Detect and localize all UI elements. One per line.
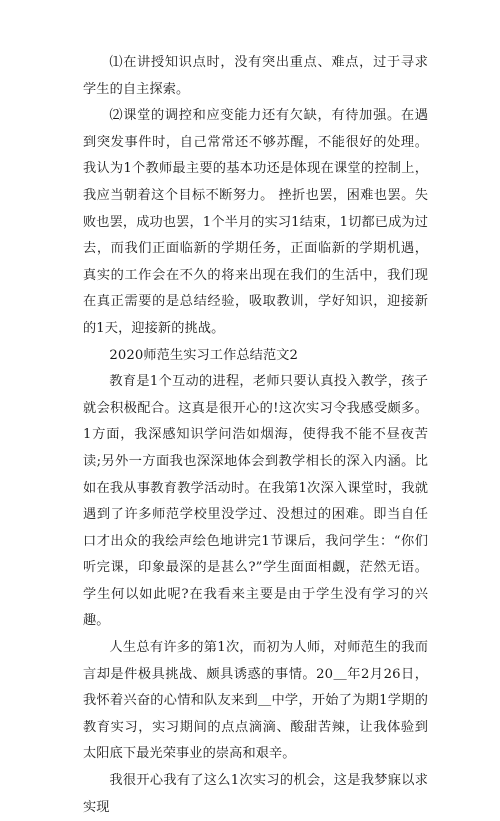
paragraph-internship-opportunity: 我很开心我有了这么1次实习的机会，这是我梦寐以求实现 <box>83 773 428 815</box>
paragraph-teaching-interaction: 教育是1个互动的进程，老师只要认真投入教学，孩子就会积极配合。这真是很开心的!这次实习令我感受颇多。1方面，我深感知识学问浩如烟海，使得我不能不昼夜苦读;另外一方面我也深深地体会到教学相长的深入内涵。比如在我从事教育教学活动时。在我第1次深入课堂时，我就遇到了许多师范学校里没学过、没想过的困难。即当自任口才出众的我绘声绘色地讲完1节课后，我问学生：“你们听完课，印象最深的是甚么?”学生面面相觑，茫然无语。学生何以如此呢?在我看来主要是由于学生没有学习的兴趣。 <box>83 374 428 629</box>
paragraph-first-time-teacher: 人生总有许多的第1次，而初为人师，对师范生的我而言却是件极具挑战、颇具诱惑的事情。20＿年2月26日，我怀着兴奋的心情和队友来到＿中学，开始了为期1学期的教育实习，实习期间的点点滴滴、酸甜苦辣，让我体验到太阳底下最光荣事业的崇高和艰辛。 <box>83 640 428 762</box>
document-body <box>83 50 428 821</box>
paragraph-point-1: ⑴在讲授知识点时，没有突出重点、难点，过于寻求学生的自主探索。 <box>83 55 428 97</box>
section-title: 2020师范生实习工作总结范文2 <box>109 347 299 363</box>
paragraph-point-2: ⑵课堂的调控和应变能力还有欠缺，有待加强。在遇到突发事件时，自己常常还不够苏醒，不能很好的处理。我认为1个教师最主要的基本功还是体现在课堂的控制上，我应当朝着这个目标不断努力。 挫折也罢，困难也罢。失败也罢，成功也罢，1个半月的实习1结束，1切都已成为过去，而我们正面临新的学期任务，正面临新的学期机遇，真实的工作会在不久的将来出现在我们的生活中，我们现在真正需要的是总结经验，吸取教训，学好知识，迎接新的1天，迎接新的挑战。 <box>83 108 428 336</box>
